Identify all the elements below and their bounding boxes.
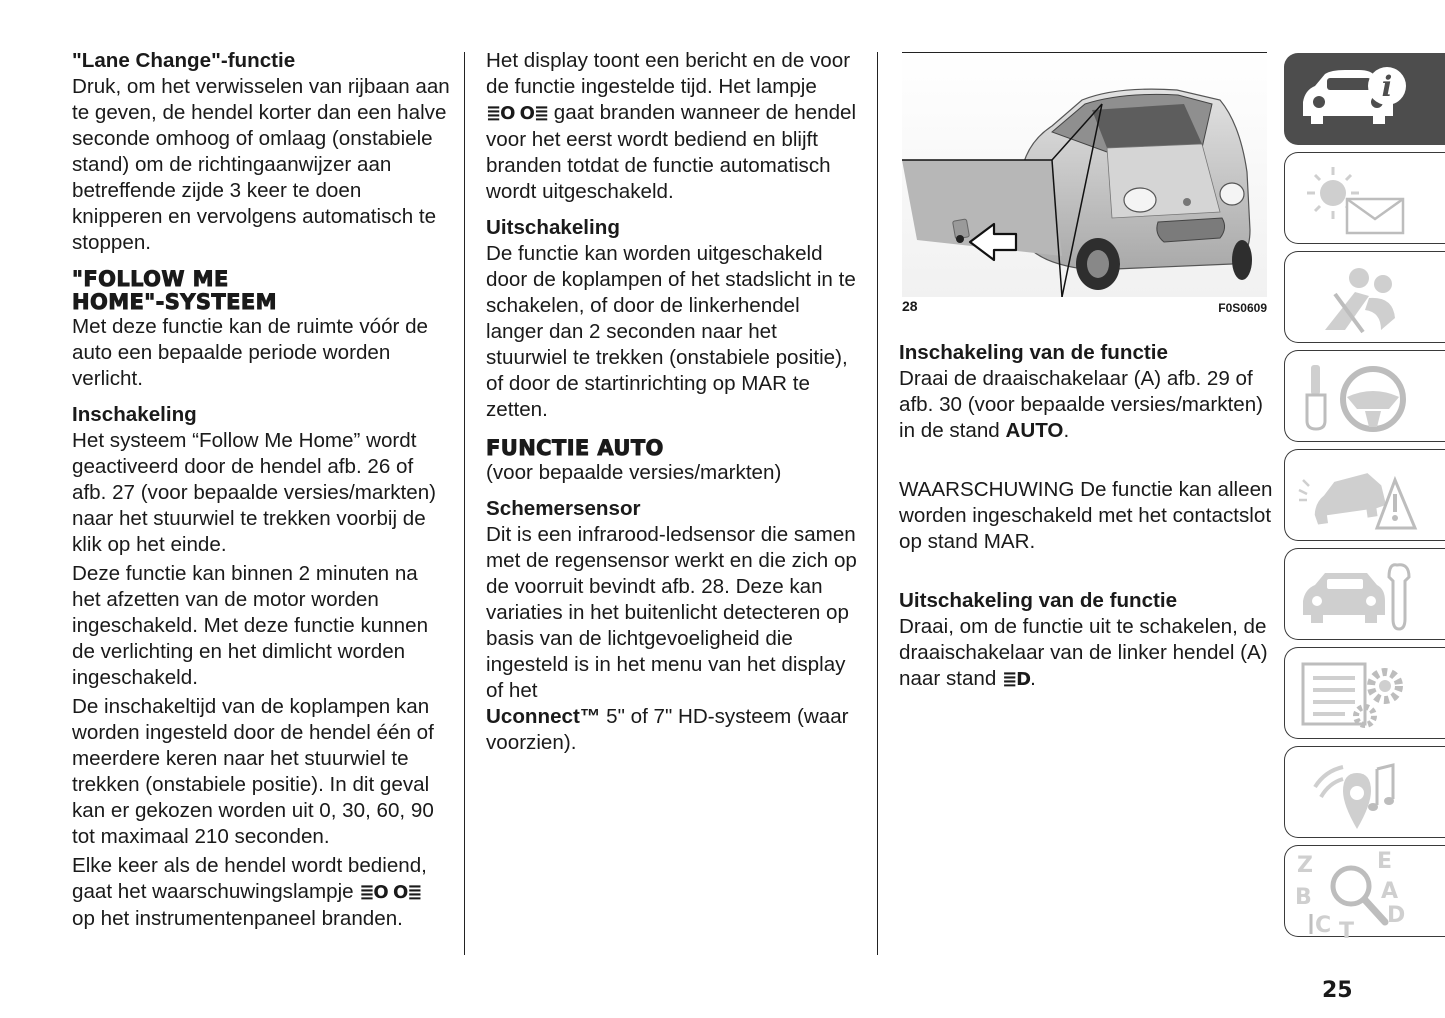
column-right (899, 340, 1274, 693)
functie-auto-subtitle: (voor bepaalde versies/markten) (486, 461, 782, 484)
uitschakeling-functie-text-c: . (1030, 667, 1036, 690)
schemersensor-text-a: Dit is een infrarood-ledsensor die samen met de regensensor werkt en die zich op de voorruit bevindt afb. 28. Deze kan variaties in het buitenlicht detecteren op basis van de lichtgevoeligheid die ingesteld is in het menu van het display of het (486, 523, 857, 702)
schemersensor-heading: Schemersensor (486, 497, 641, 520)
safety-airbag-icon (1285, 252, 1445, 344)
key-steering-icon (1285, 351, 1445, 443)
emergency-icon (1285, 450, 1445, 542)
figure-28 (902, 52, 1267, 317)
parking-lamp-icon: ≣O O≣ (359, 882, 422, 903)
tab-index[interactable] (1284, 845, 1445, 937)
figure-code: F0S0609 (1218, 301, 1267, 315)
column-divider-2 (877, 52, 878, 955)
index-letter-e: E (1377, 849, 1393, 874)
display-text-b: gaat branden wanneer de hendel voor het eerst wordt bediend en blijft branden totdat de functie automatisch wordt uitgeschakeld. (486, 101, 857, 203)
column-divider-1 (464, 52, 465, 955)
index-letter-c: C (1315, 913, 1332, 938)
follow-me-heading-line1: "FOLLOW ME (72, 267, 229, 291)
low-beam-icon: ≣D (1002, 669, 1031, 690)
index-icon (1285, 846, 1445, 938)
uitschakeling-text: De functie kan worden uitgeschakeld door de koplampen of het stadslicht in te schakelen, of door de linkerhendel langer dan 2 seconden naar het stuurwiel te trekken (onstabiele positie), of door de startinrichting op MAR te zetten. (486, 242, 856, 421)
schemersensor-text (486, 522, 862, 756)
car-maintenance-icon (1285, 549, 1445, 641)
column-middle (486, 48, 862, 756)
inschakeling-functie-text-a: Draai de draaischakelaar (A) afb. 29 of afb. 30 (voor bepaalde versies/markten) in de stand (899, 367, 1264, 442)
tab-lights-messages[interactable] (1284, 152, 1445, 244)
tab-technical-data[interactable] (1284, 647, 1445, 739)
uitschakeling-functie-text (899, 614, 1274, 693)
figure-top-rule (902, 52, 1267, 53)
schemersensor-text-b: 5" of 7" HD-systeem (waar voorzien). (486, 705, 849, 754)
index-letter-a: A (1381, 879, 1399, 904)
uitschakeling-heading: Uitschakeling (486, 216, 620, 239)
display-text-a: Het display toont een bericht en de voor de functie ingestelde tijd. Het lampje (486, 49, 851, 98)
inschakeling-paragraph-4 (72, 853, 450, 932)
tab-emergency[interactable] (1284, 449, 1445, 541)
inschakeling-p4-text-b: op het instrumentenpaneel branden. (72, 907, 403, 930)
inschakeling-functie-text-c: . (1063, 419, 1070, 442)
index-letter-d: D (1387, 903, 1406, 928)
page-number: 25 (1322, 978, 1353, 1003)
inschakeling-paragraph-1: Het systeem “Follow Me Home” wordt geactiveerd door de hendel afb. 26 of afb. 27 (voor bepaalde versies/markten) naar het stuurwiel te trekken voorbij de klik op het einde. (72, 429, 437, 556)
light-message-icon (1285, 153, 1445, 245)
tab-multimedia[interactable] (1284, 746, 1445, 838)
car-info-icon (1285, 54, 1445, 146)
functie-auto-heading: FUNCTIE AUTO (486, 436, 664, 460)
column-left (72, 48, 450, 932)
inschakeling-p4-text-a: Elke keer als de hendel wordt bediend, gaat het waarschuwingslampje (72, 854, 427, 903)
lane-change-text: Druk, om het verwisselen van rijbaan aan te geven, de hendel korter dan een halve seconde omhoog of omlaag (onstabiele stand) om de richtingaanwijzer aan betreffende zijde 3 keer te doen knipperen en vervolgens automatisch te stoppen. (72, 75, 450, 254)
auto-stand-label: AUTO (1005, 419, 1064, 442)
display-paragraph (486, 48, 862, 205)
uitschakeling-functie-text-a: Draai, om de functie uit te schakelen, de draaischakelaar van de linker hendel (A) naar stand (899, 615, 1268, 690)
warning-text: WAARSCHUWING De functie kan alleen worden ingeschakeld met het contactslot op stand MAR. (899, 478, 1273, 553)
uitschakeling-functie-heading: Uitschakeling van de functie (899, 589, 1178, 612)
tab-safety[interactable] (1284, 251, 1445, 343)
multimedia-icon (1285, 747, 1445, 839)
follow-me-heading-line2: HOME"-SYSTEEM (72, 290, 277, 314)
tab-starting-driving[interactable] (1284, 350, 1445, 442)
inschakeling-paragraph-2: Deze functie kan binnen 2 minuten na het afzetten van de motor worden ingeschakeld. Met deze functie kunnen de verlichting en het dimlicht worden ingeschakeld. (72, 562, 429, 689)
follow-me-text: Met deze functie kan de ruimte vóór de auto een bepaalde periode worden verlicht. (72, 315, 429, 390)
inschakeling-functie-heading: Inschakeling van de functie (899, 341, 1168, 364)
index-letter-t: T (1339, 919, 1355, 938)
inschakeling-functie-text (899, 366, 1274, 444)
tab-car-info[interactable] (1284, 53, 1445, 145)
car-windshield-sensor-illustration (902, 52, 1267, 297)
figure-number: 28 (902, 298, 918, 314)
parking-lamp-icon: ≣O O≣ (486, 103, 549, 124)
uconnect-brand: Uconnect™ (486, 705, 601, 728)
info-letter: i (1381, 70, 1393, 103)
inschakeling-heading: Inschakeling (72, 403, 197, 426)
lane-change-heading: "Lane Change"-functie (72, 49, 296, 72)
tab-maintenance[interactable] (1284, 548, 1445, 640)
technical-data-icon (1285, 648, 1445, 740)
inschakeling-paragraph-3: De inschakeltijd van de koplampen kan worden ingesteld door de hendel één of meerdere keren naar het stuurwiel te trekken (onstabiele positie). In dit geval kan er gekozen worden uit 0, 30, 60, 90 tot maximaal 210 seconden. (72, 695, 434, 848)
index-letter-b: B (1295, 885, 1312, 910)
index-letter-z: Z (1297, 853, 1313, 878)
